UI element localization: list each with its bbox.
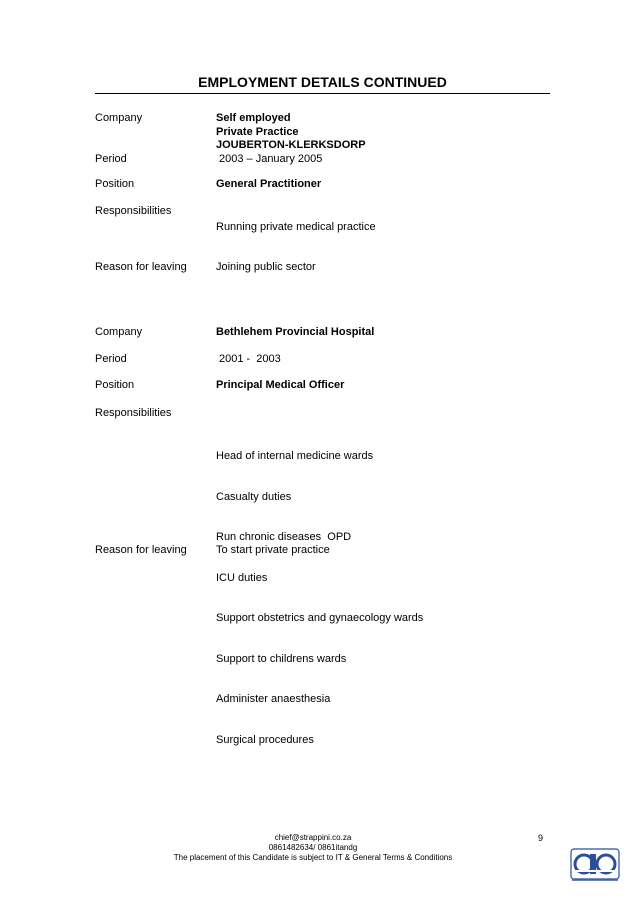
responsibilities-list-2 (216, 423, 423, 761)
reason-value-1: Joining public sector (216, 261, 316, 273)
period-label-1: Period (95, 153, 127, 165)
company-logo-icon (570, 848, 620, 880)
footer-phone: 0861482634/ 0861itandg (268, 843, 358, 852)
responsibility-item: Running private medical practice (216, 221, 376, 233)
responsibilities-list-1 (216, 221, 376, 235)
company-line: Private Practice (216, 125, 299, 138)
responsibility-item: Support to childrens wards (216, 652, 347, 665)
reason-label-1: Reason for leaving (95, 261, 187, 273)
period-value-1: 2003 – January 2005 (219, 153, 323, 165)
logo-tagline-icon (570, 878, 620, 882)
period-value-2: 2001 - 2003 (219, 353, 281, 365)
company-value-2 (216, 326, 374, 340)
company-label-1: Company (95, 112, 143, 124)
responsibility-item: Administer anaesthesia (216, 693, 331, 705)
responsibilities-label-2: Responsibilities (95, 407, 172, 419)
page-title: EMPLOYMENT DETAILS CONTINUED (198, 74, 447, 90)
reason-value-2: To start private practice (216, 544, 330, 556)
position-value-2: Principal Medical Officer (216, 379, 345, 391)
title-underline (95, 93, 550, 94)
responsibility-item: Surgical procedures (216, 733, 314, 746)
footer-disclaimer: The placement of this Candidate is subject to IT & General Terms & Conditions (173, 853, 453, 862)
company-line: JOUBERTON-KLERKSDORP (216, 139, 366, 151)
company-line: Self employed (216, 112, 291, 124)
period-label-2: Period (95, 353, 127, 365)
responsibility-item: Run chronic diseases OPD (216, 531, 352, 543)
responsibility-item: ICU duties (216, 571, 268, 584)
position-label-1: Position (95, 178, 135, 190)
position-label-2: Position (95, 379, 135, 391)
footer-email: chief@strappini.co.za (274, 833, 352, 842)
company-value-1 (216, 112, 366, 153)
responsibility-item: Head of internal medicine wards (216, 450, 374, 462)
responsibilities-label-1: Responsibilities (95, 205, 172, 217)
responsibility-item: Support obstetrics and gynaecology wards (216, 612, 424, 624)
company-label-2: Company (95, 326, 143, 338)
position-value-1: General Practitioner (216, 178, 322, 190)
responsibility-item: Casualty duties (216, 490, 292, 503)
reason-label-2: Reason for leaving (95, 544, 187, 556)
page-number: 9 (538, 833, 544, 843)
company-line: Bethlehem Provincial Hospital (216, 326, 375, 338)
